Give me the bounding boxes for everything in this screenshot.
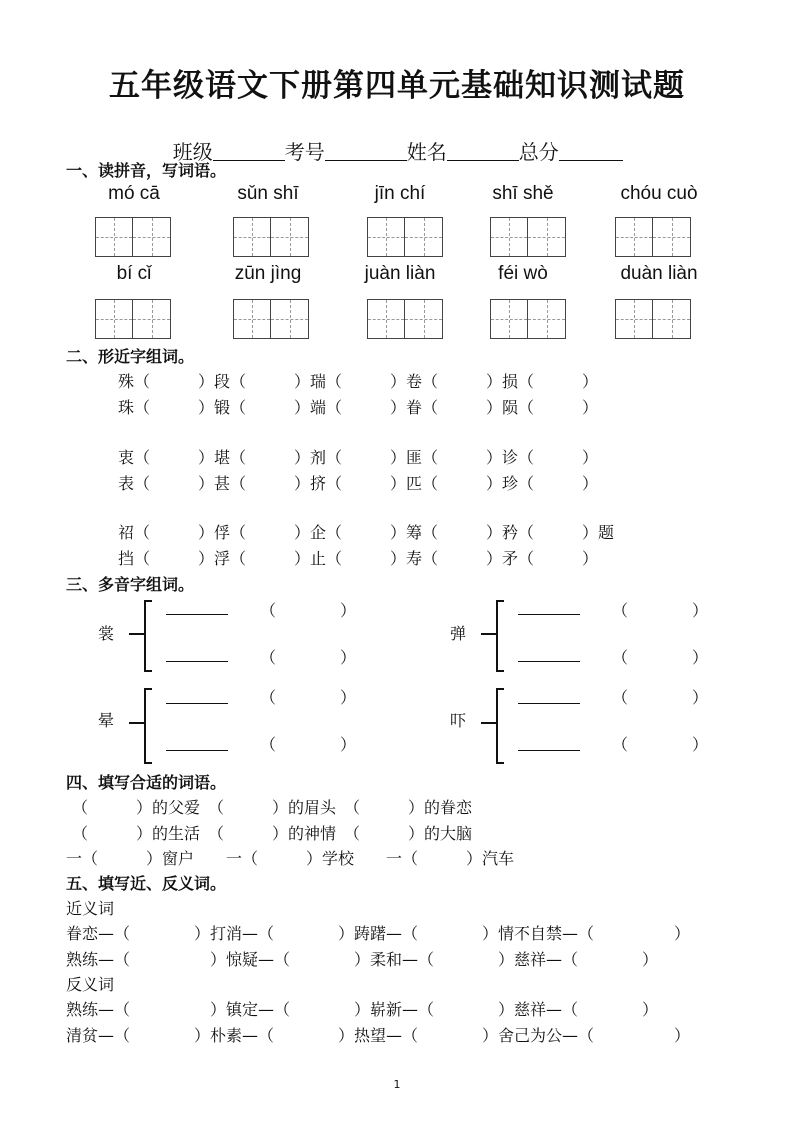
- polyphone-char: 吓: [450, 711, 467, 730]
- similar-char-row[interactable]: 衷（ ）堪（ ）剂（ ）匪（ ）诊（ ）: [118, 448, 599, 467]
- polyphone-char: 晕: [98, 711, 115, 730]
- fill-word-row[interactable]: 一（ ）窗户 一（ ）学校 一（ ）汽车: [66, 849, 515, 868]
- char-grid[interactable]: [95, 299, 171, 339]
- fill-word-row[interactable]: （ ）的父爱 （ ）的眉头 （ ）的眷恋: [72, 798, 473, 817]
- pinyin-9: féi wò: [498, 263, 548, 284]
- similar-char-row[interactable]: 祒（ ）俘（ ）企（ ）筹（ ）矜（ ）题: [118, 523, 615, 542]
- pinyin-paren[interactable]: （ ）: [612, 688, 709, 707]
- char-grid[interactable]: [95, 217, 171, 257]
- brace-icon: [496, 688, 504, 764]
- pinyin-paren[interactable]: （ ）: [612, 601, 709, 620]
- similar-char-row[interactable]: 殊（ ）段（ ）瑞（ ）卷（ ）损（ ）: [118, 372, 599, 391]
- char-grid[interactable]: [615, 217, 691, 257]
- exam-no-blank[interactable]: [325, 140, 407, 161]
- pinyin-6: bí cǐ: [116, 263, 152, 284]
- pinyin-paren[interactable]: （ ）: [612, 648, 709, 667]
- section1-heading: 一、读拼音，写词语。: [66, 161, 227, 180]
- pinyin-1: mó cā: [108, 183, 160, 204]
- pinyin-2: sǔn shī: [237, 183, 299, 204]
- pinyin-3: jīn chí: [374, 183, 426, 204]
- pinyin-8: juàn liàn: [364, 263, 436, 284]
- answer-blank[interactable]: [166, 703, 228, 704]
- char-grid[interactable]: [233, 299, 309, 339]
- answer-blank[interactable]: [166, 750, 228, 751]
- antonym-label: 反义词: [66, 975, 115, 994]
- char-grid[interactable]: [233, 217, 309, 257]
- name-blank[interactable]: [447, 140, 519, 161]
- char-grid[interactable]: [490, 299, 566, 339]
- fill-word-row[interactable]: （ ）的生活 （ ）的神情 （ ）的大脑: [72, 824, 473, 843]
- brace-stem: [129, 633, 144, 635]
- brace-icon: [496, 600, 504, 672]
- antonym-row[interactable]: 熟练—（ ）镇定—（ ）崭新—（ ）慈祥—（ ）: [66, 1000, 659, 1019]
- similar-char-row[interactable]: 珠（ ）锻（ ）端（ ）眷（ ）陨（ ）: [118, 398, 599, 417]
- header-fields: [160, 112, 623, 165]
- name-label: 姓名: [406, 140, 447, 164]
- page-title: 五年级语文下册第四单元基础知识测试题: [109, 68, 685, 104]
- pinyin-paren[interactable]: （ ）: [260, 688, 357, 707]
- section3-heading: 三、多音字组词。: [66, 575, 195, 594]
- answer-blank[interactable]: [518, 703, 580, 704]
- page-number: 1: [393, 1078, 401, 1091]
- answer-blank[interactable]: [518, 661, 580, 662]
- pinyin-5: chóu cuò: [620, 183, 698, 204]
- score-label: 总分: [518, 140, 559, 164]
- pinyin-paren[interactable]: （ ）: [260, 601, 357, 620]
- antonym-row[interactable]: 清贫—（ ）朴素—（ ）热望—（ ）舍己为公—（ ）: [66, 1026, 691, 1045]
- brace-stem: [481, 633, 496, 635]
- pinyin-paren[interactable]: （ ）: [260, 648, 357, 667]
- pinyin-paren[interactable]: （ ）: [612, 735, 709, 754]
- polyphone-char: 裳: [98, 624, 115, 643]
- synonym-row[interactable]: 眷恋—（ ）打消—（ ）踌躇—（ ）情不自禁—（ ）: [66, 924, 691, 943]
- pinyin-10: duàn liàn: [620, 263, 698, 284]
- synonym-label: 近义词: [66, 899, 115, 918]
- score-blank[interactable]: [559, 140, 623, 161]
- brace-stem: [129, 722, 144, 724]
- answer-blank[interactable]: [166, 614, 228, 615]
- class-label: 班级: [172, 140, 213, 164]
- section5-heading: 五、填写近、反义词。: [66, 874, 227, 893]
- exam-no-label: 考号: [284, 140, 325, 164]
- char-grid[interactable]: [490, 217, 566, 257]
- answer-blank[interactable]: [166, 661, 228, 662]
- similar-char-row[interactable]: 挡（ ）浮（ ）止（ ）寿（ ）矛（ ）: [118, 549, 599, 568]
- synonym-row[interactable]: 熟练—（ ）惊疑—（ ）柔和—（ ）慈祥—（ ）: [66, 950, 659, 969]
- polyphone-char: 弹: [450, 624, 467, 643]
- answer-blank[interactable]: [518, 750, 580, 751]
- pinyin-7: zūn jìng: [234, 263, 302, 284]
- answer-blank[interactable]: [518, 614, 580, 615]
- pinyin-paren[interactable]: （ ）: [260, 735, 357, 754]
- char-grid[interactable]: [615, 299, 691, 339]
- brace-icon: [144, 688, 152, 764]
- pinyin-4: shī shě: [492, 183, 554, 204]
- char-grid[interactable]: [367, 217, 443, 257]
- similar-char-row[interactable]: 表（ ）甚（ ）挤（ ）匹（ ）珍（ ）: [118, 474, 599, 493]
- section4-heading: 四、填写合适的词语。: [66, 773, 227, 792]
- char-grid[interactable]: [367, 299, 443, 339]
- section2-heading: 二、形近字组词。: [66, 347, 195, 366]
- brace-stem: [481, 722, 496, 724]
- brace-icon: [144, 600, 152, 672]
